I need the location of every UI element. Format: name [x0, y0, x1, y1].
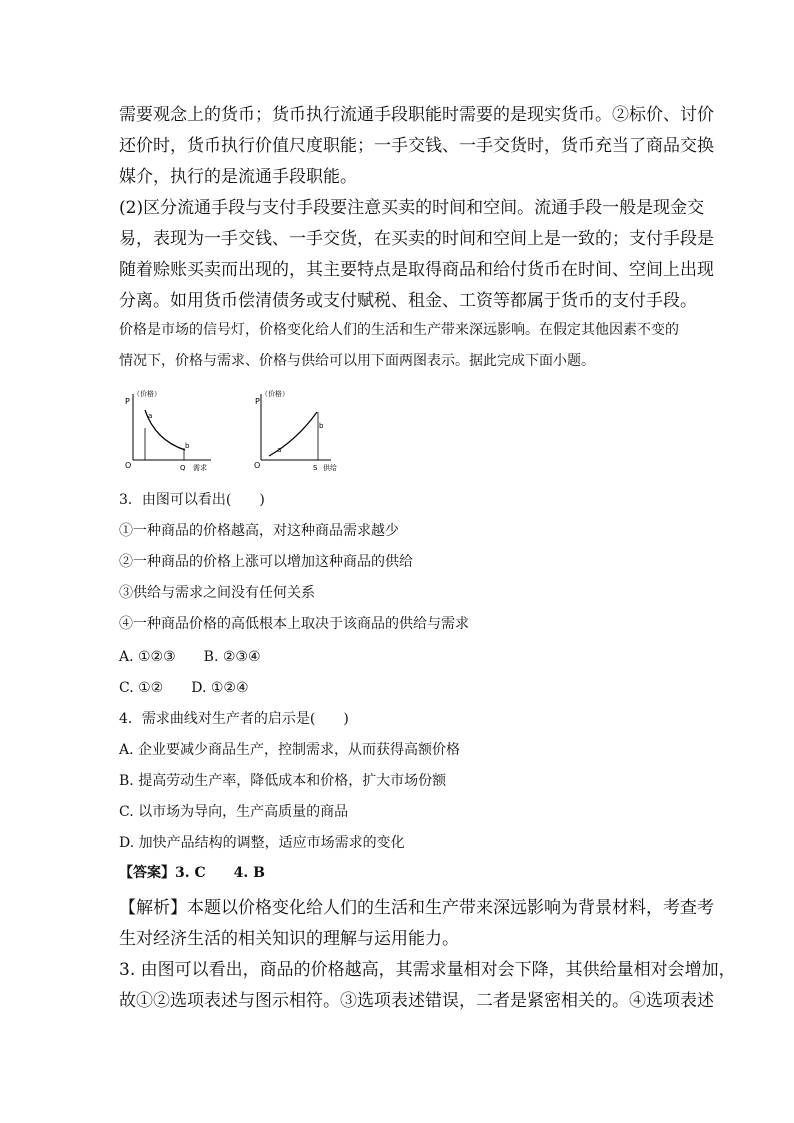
- question-3: 3．由图可以看出( ): [119, 492, 265, 508]
- statement-1: ①一种商品的价格越高，对这种商品需求越少: [119, 523, 399, 539]
- paragraph-line: 分离。如用货币偿清债务或支付赋税、租金、工资等都属于货币的支付手段。: [119, 291, 697, 311]
- demand-point-a: a: [148, 412, 153, 420]
- option-a: A. 企业要减少商品生产，控制需求，从而获得高额价格: [119, 742, 461, 758]
- option-b: B. 提高劳动生产率，降低成本和价格，扩大市场份额: [119, 773, 447, 789]
- statement-2: ②一种商品的价格上涨可以增加这种商品的供给: [119, 554, 413, 570]
- curves-svg: [119, 388, 339, 478]
- options-ab: A. ①②③ B. ②③④: [119, 649, 261, 665]
- statement-3: ③供给与需求之间没有任何关系: [119, 585, 315, 601]
- paragraph-line: (2)区分流通手段与支付手段要注意买卖的时间和空间。流通手段一般是现金交: [119, 198, 705, 218]
- paragraph-line: 需要观念上的货币；货币执行流通手段职能时需要的是现实货币。②标价、讨价: [119, 105, 714, 125]
- supply-chart: [254, 389, 337, 472]
- demand-chart: [125, 389, 211, 472]
- demand-q: Q: [180, 464, 186, 472]
- intro-line: 价格是市场的信号灯，价格变化给人们的生活和生产带来深远影响。在假定其他因素不变的: [119, 322, 679, 338]
- supply-axis-p: P: [255, 397, 260, 406]
- paragraph-line: 易，表现为一手交钱、一手交货，在买卖的时间和空间上是一致的；支付手段是: [119, 229, 714, 249]
- statement-4: ④一种商品价格的高低根本上取决于该商品的供给与需求: [119, 616, 469, 632]
- intro-line: 情况下，价格与需求、价格与供给可以用下面两图表示。据此完成下面小题。: [119, 353, 595, 369]
- supply-origin: O: [254, 461, 261, 470]
- answer-line: 【答案】3. C 4. B: [119, 865, 265, 881]
- paragraph-line: 媒介，执行的是流通手段职能。: [119, 167, 357, 187]
- paragraph-line: 随着赊账买卖而出现的，其主要特点是取得商品和给付货币在时间、空间上出现: [119, 260, 714, 280]
- option-d: D. 加快产品结构的调整，适应市场需求的变化: [119, 835, 405, 851]
- analysis-line: 【解析】本题以价格变化给人们的生活和生产带来深远影响为背景材料，考查考: [119, 898, 714, 918]
- demand-axis-p: P: [125, 397, 130, 406]
- demand-x-label: 需求: [193, 464, 207, 472]
- supply-point-b: b: [319, 422, 324, 430]
- price-figure: [119, 388, 339, 478]
- demand-axis-label: （价格）: [133, 390, 161, 398]
- supply-point-a: a: [277, 446, 282, 454]
- analysis-line: 生对经济生活的相关知识的理解与运用能力。: [119, 929, 459, 949]
- paragraph-line: 还价时，货币执行价值尺度职能；一手交钱、一手交货时，货币充当了商品交换: [119, 136, 714, 156]
- analysis-line: 3. 由图可以看出，商品的价格越高，其需求量相对会下降，其供给量相对会增加，: [119, 960, 736, 980]
- options-cd: C. ①② D. ①②④: [119, 680, 249, 696]
- option-c: C. 以市场为导向，生产高质量的商品: [119, 804, 349, 820]
- supply-axis-label: （价格）: [261, 390, 289, 398]
- analysis-line: 故①②选项表述与图示相符。③选项表述错误，二者是紧密相关的。④选项表述: [119, 991, 714, 1011]
- demand-origin: O: [125, 461, 132, 470]
- demand-point-b: b: [185, 442, 190, 450]
- supply-s: S: [313, 464, 318, 472]
- question-4: 4．需求曲线对生产者的启示是( ): [119, 711, 349, 727]
- supply-x-label: 供给: [323, 464, 337, 472]
